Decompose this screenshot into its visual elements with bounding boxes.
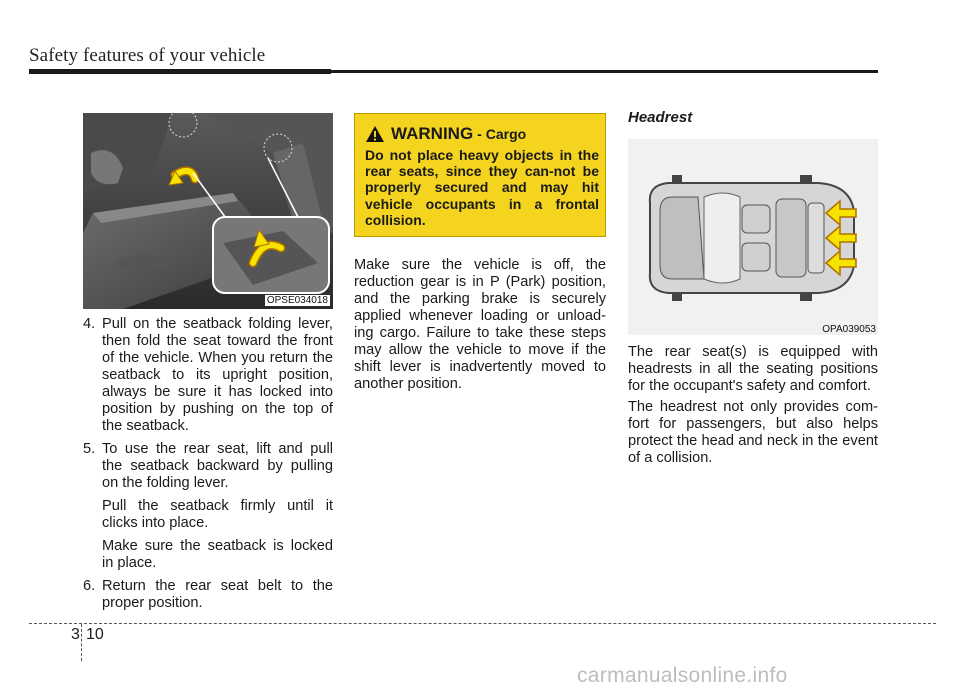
step-text: To use the rear seat, lift and pull the seatback backward by pulling on the folding lever. xyxy=(102,441,333,491)
headrest-diagram xyxy=(628,139,878,335)
step-note: Make sure the seatback is locked in place. xyxy=(102,538,333,571)
step-number: 5. xyxy=(83,441,96,457)
figure-code: OPSE034018 xyxy=(266,295,328,306)
warning-subtitle: - Cargo xyxy=(477,126,527,142)
footer-rule xyxy=(29,623,936,624)
seat-folding-photo xyxy=(83,113,333,309)
step-item xyxy=(83,578,333,612)
figure-code: OPA039053 xyxy=(822,324,876,335)
footer-divider xyxy=(81,624,82,661)
warning-text: Do not place heavy objects in the rear seats, since they can-not be properly secured and may hit vehicle occupants in a frontal collision. xyxy=(365,147,599,228)
chapter-number: 3 xyxy=(71,626,80,643)
warning-header xyxy=(365,124,526,144)
headrest-arrows xyxy=(826,201,856,275)
header-rule-accent xyxy=(29,69,331,74)
page-number: 10 xyxy=(86,626,104,643)
headrest-paragraph-2: The headrest not only provides com-fort for passengers, but also helps protect the head and neck in the event of a collision. xyxy=(628,399,878,466)
headrest-paragraph-1: The rear seat(s) is equipped with headrests in all the seating positions for the occupant's safety and comfort. xyxy=(628,344,878,394)
step-item xyxy=(83,441,333,492)
warning-box xyxy=(354,113,606,237)
step-text: Return the rear seat belt to the proper position. xyxy=(102,578,333,611)
section-title: Headrest xyxy=(628,109,693,126)
car-topview-illustration xyxy=(628,139,878,335)
warning-title: WARNING xyxy=(391,124,474,143)
step-item xyxy=(83,316,333,435)
seat-photo-illustration xyxy=(83,113,333,309)
watermark: carmanualsonline.info xyxy=(577,664,788,687)
page-header-title: Safety features of your vehicle xyxy=(29,45,266,66)
step-number: 6. xyxy=(83,578,96,594)
step-text: Pull on the seatback folding lever, then fold the seat toward the front of the vehicle. When you return the seatback to its upright position, always be sure it has locked into position by pushing on the top of the seatback. xyxy=(102,316,333,434)
cargo-paragraph: Make sure the vehicle is off, the reduction gear is in P (Park) position, and the parking brake is securely applied whenever loading or unload-ing cargo. Failure to take these steps may allow the vehicle to move if the shift lever is inadvertently moved to another position. xyxy=(354,257,606,392)
step-number: 4. xyxy=(83,316,96,332)
warning-triangle-icon xyxy=(365,125,385,143)
step-note: Pull the seatback firmly until it clicks into place. xyxy=(102,498,333,531)
folding-steps xyxy=(83,316,333,618)
